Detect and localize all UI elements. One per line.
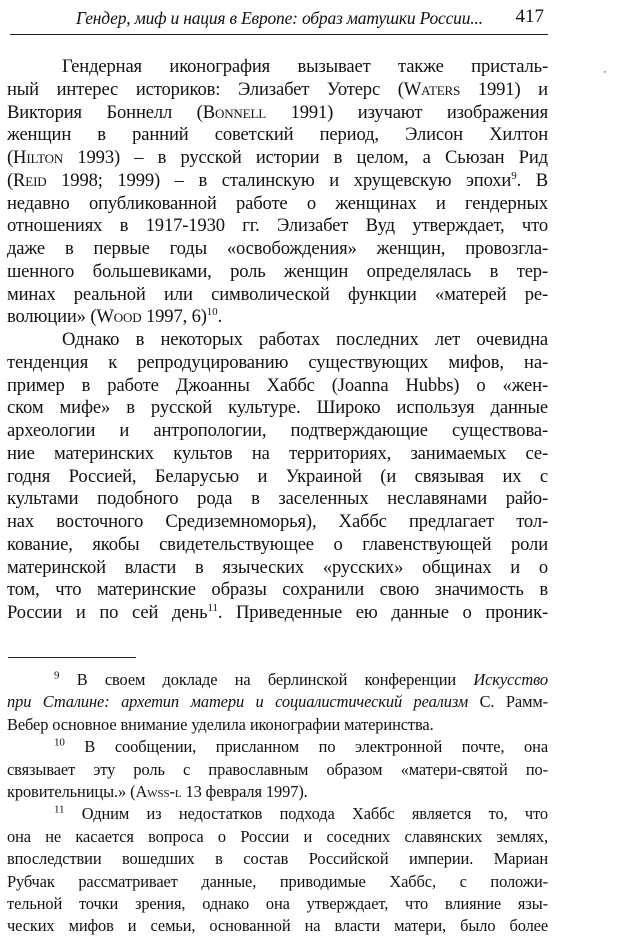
footnote-number: 9 — [54, 669, 60, 682]
footnote-line: она не касается вопроса о России и соседних славянских землях, — [7, 826, 548, 846]
footnote-rule — [8, 657, 136, 658]
text-line: ском мифе» в русской культуре. Широко используя данные — [7, 397, 548, 419]
text-line: материнской власти в языческих «русских» общинах и о — [7, 556, 548, 578]
running-head — [10, 4, 548, 32]
text-line: (Reid 1998; 1999) – в сталинскую и хрущевскую эпохи$^9$. В — [7, 169, 549, 191]
text-line: России и по сей день$^{11}$. Приведенные ею данные о проник- — [7, 601, 548, 623]
main-text — [7, 56, 548, 625]
text-line: волюции» (Wood 1997, 6)$^{10}$. — [7, 306, 222, 328]
text-line: минах реальной или символической функции «матерей ре- — [7, 283, 548, 305]
text-line: кование, якобы свидетельствующее о главенствующей роли — [7, 533, 548, 555]
footnote-line: впоследствии вошедших в состав Российской империи. Мариан — [7, 849, 548, 869]
footnote-line: тельной точки зрения, однако она утверждает, что влияние язы- — [7, 893, 548, 913]
text-line: том, что материнские образы сохранили свою значимость в — [7, 579, 548, 601]
text-line: нах восточного Средиземноморья), Хаббс предлагает тол- — [7, 511, 548, 532]
running-title: Гендер, миф и нация в Европе: образ матушки России... — [76, 8, 483, 28]
footnote-line: Рубчак рассматривает данные, приводимые Хаббс, с положи- — [7, 871, 548, 891]
text-line: ный интерес историков: Элизабет Уотерс (Waters 1991) и — [7, 78, 548, 100]
footnote-11: $^{11}$ Одним из недостатков подхода Хаббс является то, что — [54, 803, 548, 824]
footnotes — [7, 669, 548, 938]
text-line: ние материнских культов на территориях, занимаемых се- — [7, 442, 548, 464]
text-line: шенного большевиками, роль женщин определялась в тер- — [7, 260, 548, 282]
text-line: Гендерная иконография вызывает также присталь- — [62, 56, 548, 77]
footnote-ref-9[interactable]: 9 — [511, 169, 517, 182]
text-line: даже в первые годы «освобождения» женщин, провозгла- — [7, 238, 548, 259]
page-number: 417 — [515, 6, 544, 27]
footnote-line: при Сталине: архетип матери и социалистический реализм С. Рамм- — [7, 692, 548, 712]
footnote-line: ческих мифов и семьи, основанной на власти матери, было более — [7, 916, 548, 936]
text-line: археологии и антропологии, подтверждающие существова- — [7, 420, 548, 441]
text-line: Виктория Боннелл (Bonnell 1991) изучают изображения — [7, 101, 549, 123]
text-line: женщин в ранний советский период, Элисон Хилтон — [7, 124, 548, 146]
footnote-10: $^{10}$ В сообщении, присланном по электронной почте, она — [54, 736, 548, 757]
footnote-line: Вебер основное внимание уделила иконографии материнства. — [7, 714, 434, 734]
text-line: отношениях в 1917-1930 гг. Элизабет Вуд утверждает, что — [7, 215, 548, 237]
text-line: культами подобного рода в заселенных неславянами райо- — [7, 488, 548, 510]
footnote-line: связывает эту роль с православным образом «матери-святой по- — [7, 759, 548, 779]
footnote-line: кровительницы.» (Awss-l 13 февраля 1997). — [7, 781, 308, 801]
text-line: годня Россией, Беларусью и Украиной (и связывая их с — [7, 465, 548, 487]
footnote-ref-10[interactable]: 10 — [206, 306, 218, 319]
footnote-number: 10 — [54, 736, 65, 749]
footnote-ref-11[interactable]: 11 — [207, 601, 218, 614]
text-line: (Hilton 1993) – в русской истории в целом, а Сьюзан Рид — [7, 147, 548, 168]
text-line: Однако в некоторых работах последних лет очевидна — [62, 329, 548, 350]
text-line: недавно опубликованной работе о женщинах и гендерных — [7, 192, 548, 214]
footnote-number: 11 — [54, 803, 65, 816]
header-rule — [10, 34, 548, 35]
text-line: пример в работе Джоанны Хаббс (Joanna Hubbs) о «жен- — [7, 374, 548, 396]
margin-mark: ' — [604, 70, 606, 81]
footnote-9: $^9$ В своем докладе на берлинской конференции Искусство — [54, 669, 548, 689]
text-line: тенденция к репродуцированию существующих мифов, на- — [7, 351, 548, 373]
